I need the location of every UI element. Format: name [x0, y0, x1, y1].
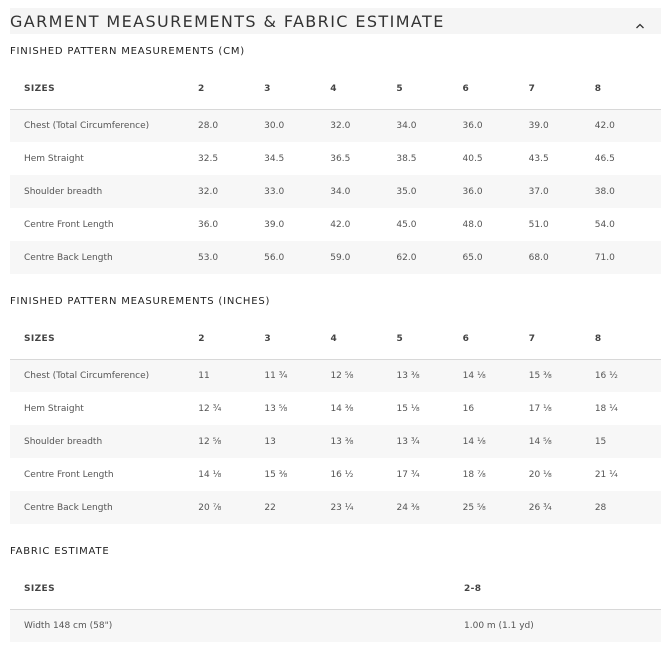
- chevron-up-icon[interactable]: [635, 16, 645, 26]
- table-row: [10, 425, 661, 458]
- table-row: [10, 175, 661, 208]
- table-cell: 14 ⅝: [529, 425, 595, 458]
- table-cell: 15 ⅜: [529, 359, 595, 392]
- table-cell: 46.5: [595, 142, 661, 175]
- table-cell: 17 ⅛: [529, 392, 595, 425]
- table-cell: 13: [264, 425, 330, 458]
- row-label: Centre Back Length: [10, 241, 198, 274]
- column-header: 6: [463, 319, 529, 359]
- table-cell: 13 ⅜: [330, 425, 396, 458]
- table-cell: 36.0: [198, 208, 264, 241]
- row-label: Centre Back Length: [10, 491, 198, 524]
- table-cell: 48.0: [463, 208, 529, 241]
- table-cell: 14 ⅛: [463, 359, 529, 392]
- table-cell: 14 ⅜: [330, 392, 396, 425]
- table-row: [10, 241, 661, 274]
- table-header-row: [10, 569, 661, 609]
- table-cell: 34.0: [330, 175, 396, 208]
- cm-table-title: FINISHED PATTERN MEASUREMENTS (CM): [10, 46, 246, 57]
- table-cell: 36.0: [463, 175, 529, 208]
- table-cell: 35.0: [396, 175, 462, 208]
- column-header: 7: [529, 319, 595, 359]
- table-cell: 32.0: [198, 175, 264, 208]
- table-cell: 21 ¼: [595, 458, 661, 491]
- column-header: SIZES: [10, 319, 198, 359]
- table-cell: 36.0: [463, 109, 529, 142]
- row-label: Centre Front Length: [10, 458, 198, 491]
- column-header: 5: [397, 319, 463, 359]
- table-cell: 16 ½: [330, 458, 396, 491]
- table-cell: 53.0: [198, 241, 264, 274]
- table-cell: 25 ⅝: [463, 491, 529, 524]
- table-cell: 17 ¾: [397, 458, 463, 491]
- table-cell: 59.0: [330, 241, 396, 274]
- table-cell: 42.0: [595, 109, 661, 142]
- column-header: 2-8: [464, 569, 661, 609]
- inches-table-title: FINISHED PATTERN MEASUREMENTS (INCHES): [10, 296, 271, 307]
- table-cell: 15 ⅛: [397, 392, 463, 425]
- column-header: 5: [396, 69, 462, 109]
- row-label: Chest (Total Circumference): [10, 359, 198, 392]
- table-cell: 12 ⅝: [330, 359, 396, 392]
- table-cell: 43.5: [529, 142, 595, 175]
- table-cell: 39.0: [529, 109, 595, 142]
- table-cell: 15 ⅜: [264, 458, 330, 491]
- table-row: [10, 142, 661, 175]
- table-cell: 62.0: [396, 241, 462, 274]
- table-cell: 51.0: [529, 208, 595, 241]
- table-cell: 33.0: [264, 175, 330, 208]
- inches-measurements-table: [10, 319, 661, 524]
- table-cell: 14 ⅛: [198, 458, 264, 491]
- table-cell: 45.0: [396, 208, 462, 241]
- table-cell: 34.0: [396, 109, 462, 142]
- table-header-row: [10, 319, 661, 359]
- table-cell: 20 ⅞: [198, 491, 264, 524]
- column-header: 3: [264, 69, 330, 109]
- row-label: Hem Straight: [10, 392, 198, 425]
- table-cell: 24 ⅜: [397, 491, 463, 524]
- table-row: [10, 458, 661, 491]
- column-header: 2: [198, 319, 264, 359]
- table-cell: 12 ⅝: [198, 425, 264, 458]
- table-cell: 13 ⅜: [397, 359, 463, 392]
- table-cell: 13 ⅝: [264, 392, 330, 425]
- table-cell: 56.0: [264, 241, 330, 274]
- column-header: SIZES: [10, 69, 198, 109]
- column-header: 7: [529, 69, 595, 109]
- row-label: Width 148 cm (58"): [10, 609, 464, 642]
- table-row: [10, 609, 661, 642]
- column-header: 6: [463, 69, 529, 109]
- table-row: [10, 208, 661, 241]
- table-cell: 23 ¼: [330, 491, 396, 524]
- column-header: 3: [264, 319, 330, 359]
- cm-measurements-table: [10, 69, 661, 274]
- table-cell: 38.0: [595, 175, 661, 208]
- fabric-estimate-table: [10, 569, 661, 642]
- table-cell: 37.0: [529, 175, 595, 208]
- table-cell: 1.00 m (1.1 yd): [464, 609, 661, 642]
- table-cell: 30.0: [264, 109, 330, 142]
- table-cell: 20 ⅛: [529, 458, 595, 491]
- table-cell: 38.5: [396, 142, 462, 175]
- table-header-row: [10, 69, 661, 109]
- table-row: [10, 392, 661, 425]
- accordion-header[interactable]: [10, 8, 661, 34]
- table-cell: 32.0: [330, 109, 396, 142]
- table-cell: 11 ¾: [264, 359, 330, 392]
- table-cell: 16: [463, 392, 529, 425]
- fabric-estimate-title: FABRIC ESTIMATE: [10, 546, 110, 557]
- column-header: 8: [595, 319, 661, 359]
- table-row: [10, 491, 661, 524]
- table-cell: 54.0: [595, 208, 661, 241]
- table-cell: 28.0: [198, 109, 264, 142]
- table-cell: 71.0: [595, 241, 661, 274]
- table-cell: 42.0: [330, 208, 396, 241]
- row-label: Shoulder breadth: [10, 175, 198, 208]
- row-label: Hem Straight: [10, 142, 198, 175]
- row-label: Centre Front Length: [10, 208, 198, 241]
- table-cell: 34.5: [264, 142, 330, 175]
- column-header: 2: [198, 69, 264, 109]
- table-cell: 13 ¾: [397, 425, 463, 458]
- table-row: [10, 109, 661, 142]
- table-cell: 68.0: [529, 241, 595, 274]
- table-cell: 65.0: [463, 241, 529, 274]
- column-header: 4: [330, 319, 396, 359]
- table-cell: 16 ½: [595, 359, 661, 392]
- table-cell: 12 ¾: [198, 392, 264, 425]
- table-cell: 15: [595, 425, 661, 458]
- table-cell: 22: [264, 491, 330, 524]
- table-row: [10, 359, 661, 392]
- table-cell: 18 ⅞: [463, 458, 529, 491]
- section-heading: GARMENT MEASUREMENTS & FABRIC ESTIMATE: [10, 11, 445, 31]
- table-cell: 28: [595, 491, 661, 524]
- column-header: SIZES: [10, 569, 464, 609]
- table-cell: 40.5: [463, 142, 529, 175]
- row-label: Chest (Total Circumference): [10, 109, 198, 142]
- table-cell: 18 ¼: [595, 392, 661, 425]
- table-cell: 26 ¾: [529, 491, 595, 524]
- table-cell: 14 ⅛: [463, 425, 529, 458]
- column-header: 4: [330, 69, 396, 109]
- table-cell: 39.0: [264, 208, 330, 241]
- table-cell: 36.5: [330, 142, 396, 175]
- column-header: 8: [595, 69, 661, 109]
- table-cell: 32.5: [198, 142, 264, 175]
- table-cell: 11: [198, 359, 264, 392]
- row-label: Shoulder breadth: [10, 425, 198, 458]
